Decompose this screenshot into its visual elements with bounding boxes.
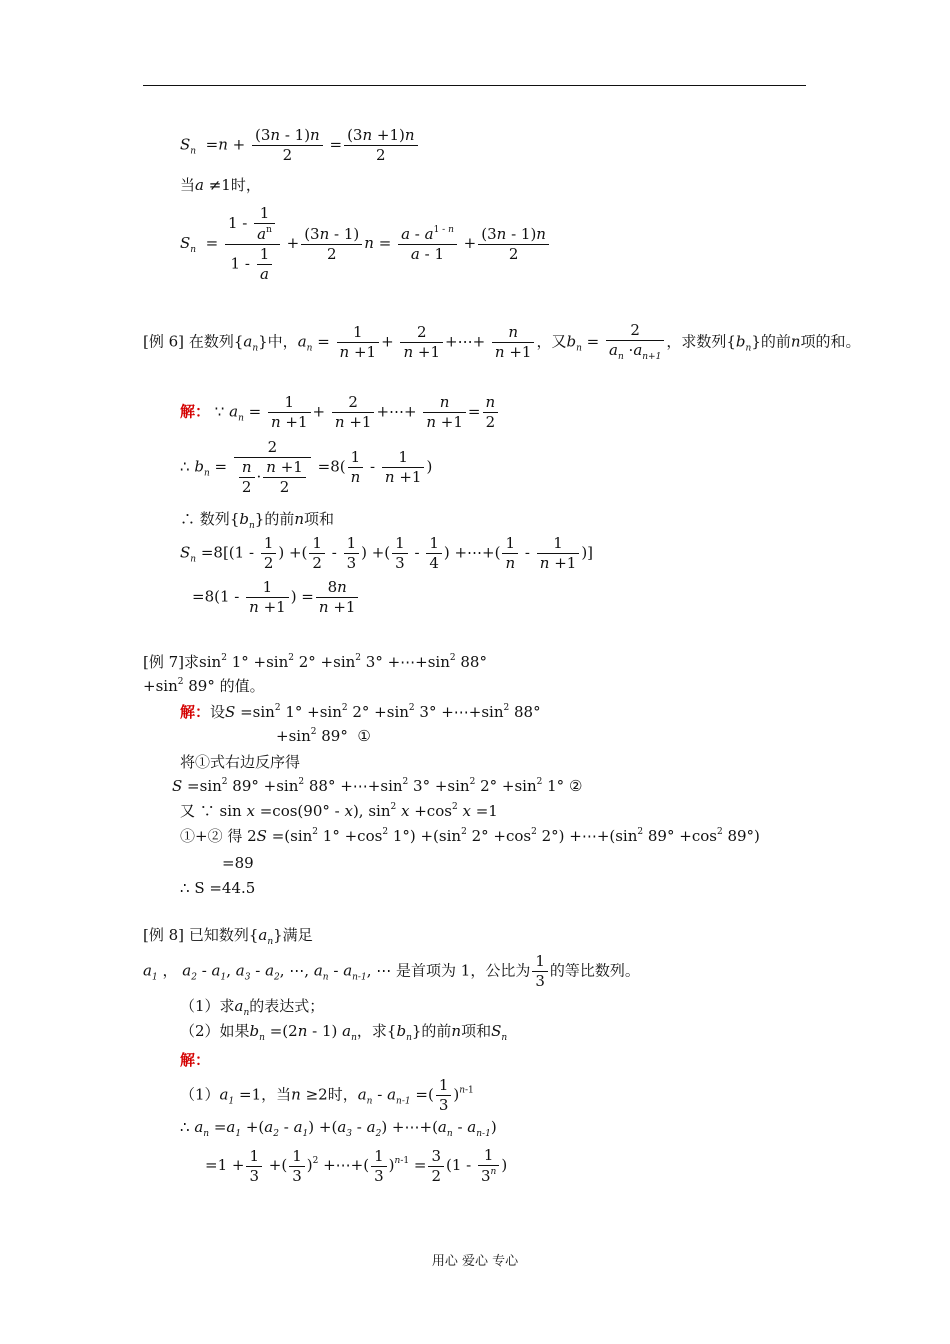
example-7-eq89: =89: [222, 854, 254, 872]
header-rule: [143, 85, 806, 86]
example-7-result: ∴ S =44.5: [180, 879, 256, 897]
formula-sn-a-ne-1: $S_n$ = 1 - $\frac{1}{a^n}$ 1 - $\frac{1}{a}$ + $\frac{(3n - 1)}{2}$ n = $\frac{a - a^{1 - n}}{a - 1}$ + $\frac{(3n - 1)n}{2}$: [180, 206, 551, 282]
example-7-reverse-text: 将①式右边反序得: [180, 753, 301, 771]
page-footer: 用心 爱心 专心: [431, 1254, 519, 1269]
example-6-solution-result: =8(1 - $\frac{1}{n +1}$ ) = $\frac{8n}{n +1}$: [192, 580, 360, 615]
formula-sn-a-eq-1: $S_n =n$ + $\frac{(3n - 1)n}{2}$ = $\frac{(3n +1)n}{2}$: [180, 128, 420, 163]
example-6-solution-line2: ∴ $b_n$ = 2 $\frac{n}{2}$ · $\frac{n +1}{2}$ =8( $\frac{1}{n}$ - $\frac{1}{n +1}$ ): [180, 438, 433, 496]
example-6-solution-line3: ∴ 数列$\{b_n\}$的前n项和: [180, 510, 335, 531]
example-7-solution-line2: $+\sin^2$ 89° ①: [276, 727, 371, 745]
example-8-solution-line2: ∴ $a_n =a_1 +(a_2 - a_1) +(a_3 - a_2)$ $+\cdots+(a_n - a_{n-1})$: [180, 1118, 497, 1139]
condition-a-ne-1: 当a ≠1时，: [180, 176, 261, 194]
example-7-statement: [例 7]求$\sin^2 1^\circ +\sin^2$ $2^\circ +\sin^2$ $3^\circ +\cdots+\sin^2$ 88°: [143, 653, 487, 671]
example-8-statement: [例 8] 已知数列$\{a_n\}$满足: [143, 926, 313, 947]
example-7-solution-line1: 解：设$S =\sin^2$ $1^\circ +\sin^2$ $2^\circ +\sin^2$ $3^\circ +\cdots+\sin^2$ 88°: [180, 703, 541, 721]
example-8-solution-label: 解：: [180, 1051, 211, 1069]
example-8-solution-line3: =1 + $\frac{1}{3}$ +( $\frac{1}{3}$ )$^2$ +⋯+( $\frac{1}{3}$ )$^{n-1}$ = $\frac{3}{2}$ (1 - $\frac{1}{3^n}$ ): [205, 1146, 508, 1185]
example-6-solution-line1: 解： ∵ $a_n$ = $\frac{1}{n +1}$ + $\frac{2}{n +1}$ +⋯+ $\frac{n}{n +1}$ = $\frac{n}{2}$: [180, 395, 500, 430]
example-6-statement: [例 6] 在数列$\{a_n\}$中，$a_n$ = $\frac{1}{n +1}$ + $\frac{2}{n +1}$ +⋯+ $\frac{n}{n +1}$ ，又$b_n$ = $\frac{2}{a_n \cdot a_{n+1}}$ ，求数列$\{b_n\}$的前n项的和。: [143, 321, 861, 362]
example-8-solution-line1: $(1)a_1 =1$，当n ≥2时，$a_n - a_{n-1}$ =( $\frac{1}{3}$ )$^{n-1}$: [180, 1076, 474, 1114]
example-7-identity: 又 ∵ sin x =cos(90° - x), $\sin^2 x +\cos^2$ x =1: [180, 802, 498, 820]
example-7-statement-line2: $+\sin^2$ 89° 的值。: [143, 677, 265, 695]
example-8-question-2: （2）如果$b_n =(2n - 1)$ $a_n$，求$\{b_n\}$的前n项和$S_n$: [180, 1022, 508, 1043]
example-7-add: ①+② 得 $2S =(\sin^2$ $1^\circ +\cos^2$ $1^\circ) +(\sin^2$ $2^\circ +\cos^2$ $2^\circ) +\cdots+(\sin^2$ $89^\circ +\cos^2$ 89°): [180, 827, 760, 845]
example-8-question-1: （1）求$a_n$的表达式；: [180, 997, 325, 1018]
example-7-reverse-formula: $S =\sin^2$ $89^\circ +\sin^2$ $88^\circ +\cdots+\sin^2$ $3^\circ +\sin^2$ $2^\circ +\sin^2$ 1° ②: [172, 777, 583, 795]
example-6-solution-sum: $S_n =8[(1$ - $\frac{1}{2}$ ) +( $\frac{1}{2}$ - $\frac{1}{3}$ ) +( $\frac{1}{3}$ - $\frac{1}{4}$ ) +⋯+( $\frac{1}{n}$ - $\frac{1}{n +1}$ )]: [180, 534, 594, 572]
example-8-sequence: $a_1$ ， $a_2 - a_1$, $a_3 - a_2$, ⋯, $a_n - a_{n-1}$, ⋯ 是首项为 1，公比为 $\frac{1}{3}$ 的等比数列。: [143, 952, 640, 990]
